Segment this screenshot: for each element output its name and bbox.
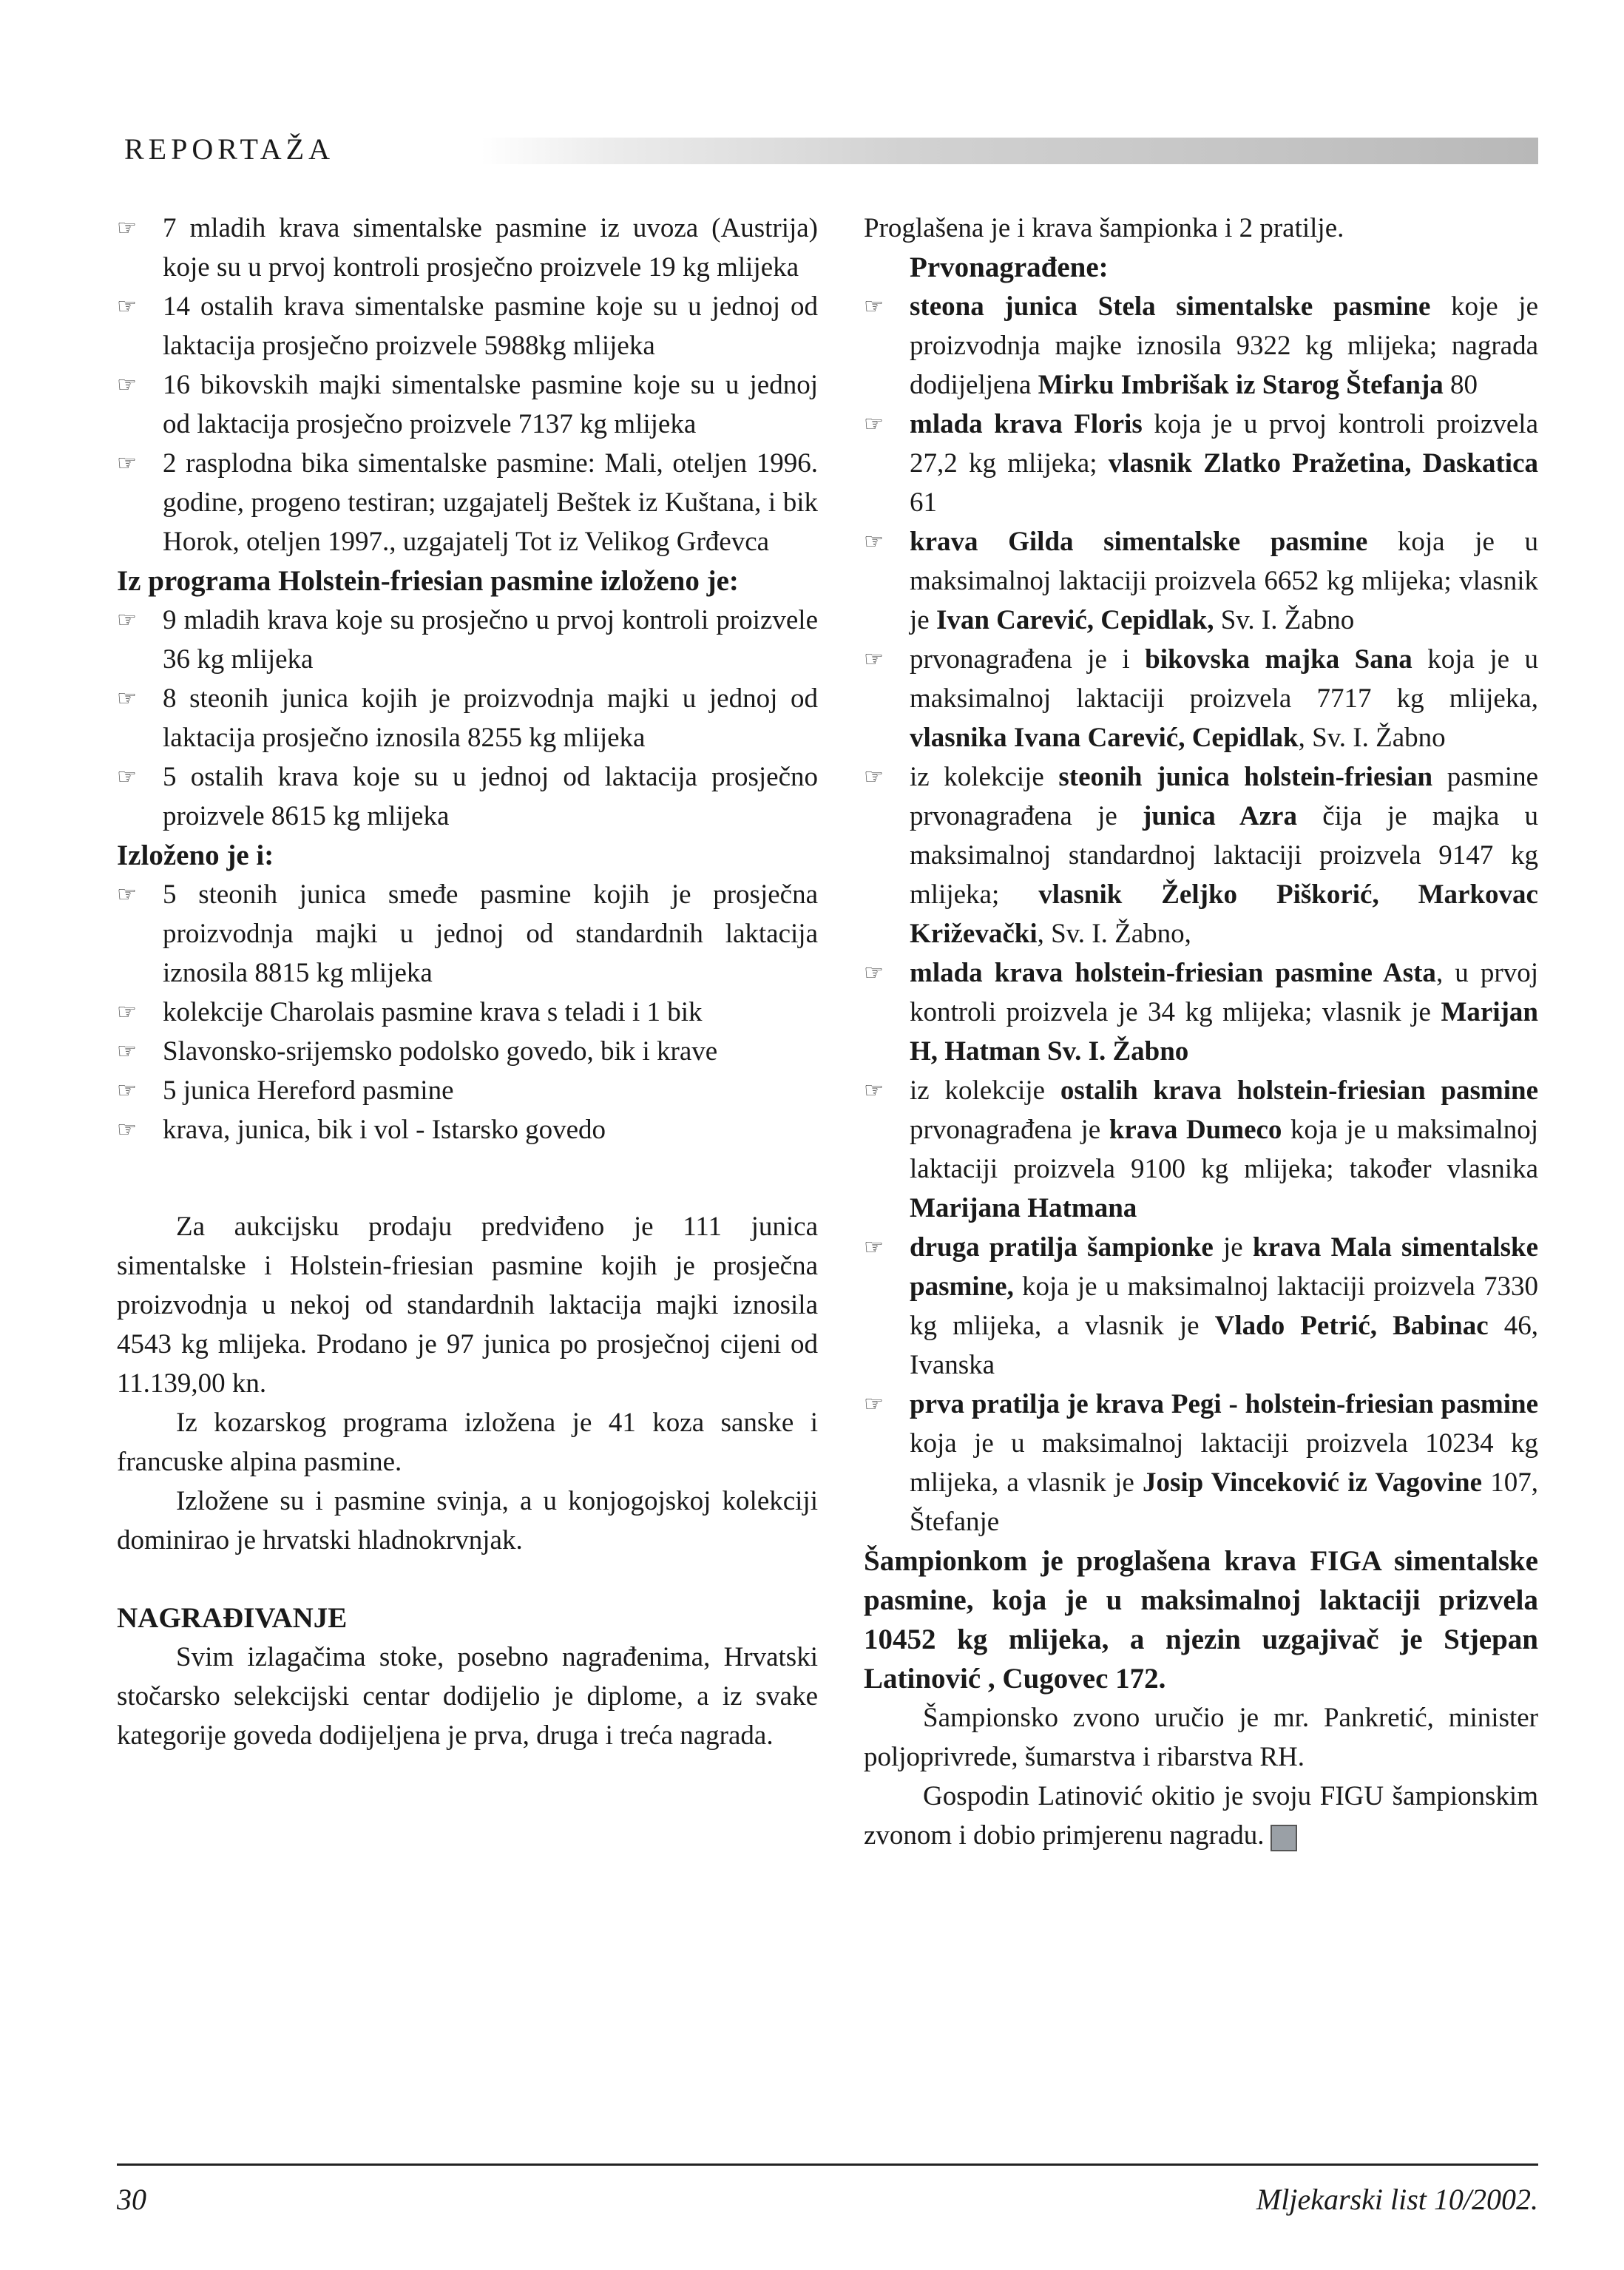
paragraph: Za aukcijsku prodaju predviđeno je 111 junica simentalske i Holstein-friesian pasmine kojih je prosječna proizvodnja u nekoj od standardnih laktacija majki iznosila 4543 kg mlijeka. Prodano je 97 junica po prosječnoj cijeni od 11.139,00 kn. — [117, 1212, 818, 1399]
footer-rule — [117, 2163, 1538, 2166]
list-item: ☞ 5 ostalih krava koje su u jednoj od laktacija prosječno proizvele 8615 kg mlijeka — [117, 757, 818, 836]
list-item: ☞ 2 rasplodna bika simentalske pasmine: Mali, oteljen 1996. godine, progeno testiran; uzgajatelj Beštek iz Kuštana, i bik Horok, oteljen 1997., uzgajatelj Tot iz Velikog Grđevca — [117, 444, 818, 561]
pointing-hand-icon: ☞ — [117, 450, 137, 476]
pointing-hand-icon: ☞ — [864, 1078, 884, 1104]
pointing-hand-icon: ☞ — [864, 411, 884, 437]
award-item: ☞ iz kolekcije ostalih krava holstein-friesian pasmine prvonagrađena je krava Dumeco koja je u maksimalnoj laktaciji proizvela 9100 kg mlijeka; također vlasnika Marijana Hatmana — [864, 1071, 1538, 1228]
paragraph: Iz kozarskog programa izložena je 41 koza sanske i francuske alpina pasmine. — [117, 1408, 818, 1477]
section-heading: Iz programa Holstein-friesian pasmine izloženo je: — [117, 565, 739, 597]
award-item: ☞ krava Gilda simentalske pasmine koja je u maksimalnoj laktaciji proizvela 6652 kg mlijeka; vlasnik je Ivan Carević, Cepidlak, Sv. I. Žabno — [864, 522, 1538, 640]
award-item: ☞ mlada krava Floris koja je u prvoj kontroli proizvela 27,2 kg mlijeka; vlasnik Zlatko Pražetina, Daskatica 61 — [864, 405, 1538, 522]
end-of-article-icon — [1271, 1825, 1297, 1851]
page-number: 30 — [117, 2183, 146, 2216]
section-heading: NAGRAĐIVANJE — [117, 1602, 348, 1634]
paragraph: Gospodin Latinović okitio je svoju FIGU šampionskim zvonom i dobio primjerenu nagradu. — [864, 1781, 1538, 1851]
section-heading: Prvonagrađene: — [910, 251, 1109, 283]
award-item: ☞ steona junica Stela simentalske pasmine koje je proizvodnja majke iznosila 9322 kg mlijeka; nagrada dodijeljena Mirku Imbrišak iz Starog Štefanja 80 — [864, 287, 1538, 405]
pointing-hand-icon: ☞ — [864, 1391, 884, 1417]
award-item: ☞ iz kolekcije steonih junica holstein-friesian pasmine prvonagrađena je junica Azra čija je majka u maksimalnoj standardnoj laktaciji proizvela 9147 kg mlijeka; vlasnik Željko Piškorić, Markovac Križevački, Sv. I. Žabno, — [864, 757, 1538, 953]
section-title: REPORTAŽA — [124, 132, 334, 166]
left-column — [117, 209, 818, 1755]
paragraph: Svim izlagačima stoke, posebno nagrađenima, Hrvatski stočarsko selekcijski centar dodijelio je diplome, a iz svake kategorije goveda dodijeljena je prva, druga i treća nagrada. — [117, 1642, 818, 1751]
header-bar — [481, 138, 1538, 164]
pointing-hand-icon: ☞ — [117, 1117, 137, 1143]
pointing-hand-icon: ☞ — [117, 764, 137, 790]
list-item: ☞ kolekcije Charolais pasmine krava s teladi i 1 bik — [117, 993, 818, 1032]
list-item: ☞ 16 bikovskih majki simentalske pasmine koje su u jednoj od laktacija prosječno proizvele 7137 kg mlijeka — [117, 365, 818, 444]
pointing-hand-icon: ☞ — [864, 764, 884, 790]
pointing-hand-icon: ☞ — [864, 529, 884, 555]
pointing-hand-icon: ☞ — [864, 960, 884, 986]
pointing-hand-icon: ☞ — [864, 1234, 884, 1260]
pointing-hand-icon: ☞ — [117, 686, 137, 712]
award-item: ☞ mlada krava holstein-friesian pasmine Asta, u prvoj kontroli proizvela je 34 kg mlijeka; vlasnik je Marijan H, Hatman Sv. I. Žabno — [864, 953, 1538, 1071]
list-item: ☞ 9 mladih krava koje su prosječno u prvoj kontroli proizvele 36 kg mlijeka — [117, 601, 818, 679]
paragraph: Izložene su i pasmine svinja, a u konjogojskoj kolekciji dominirao je hrvatski hladnokrvnjak. — [117, 1486, 818, 1555]
award-item: ☞ druga pratilja šampionke je krava Mala simentalske pasmine, koja je u maksimalnoj laktaciji proizvela 7330 kg mlijeka, a vlasnik je Vlado Petrić, Babinac 46, Ivanska — [864, 1228, 1538, 1385]
intro-line: Proglašena je i krava šampionka i 2 pratilje. — [864, 213, 1344, 243]
list-item: ☞ 8 steonih junica kojih je proizvodnja majki u jednoj od laktacija prosječno iznosila 8255 kg mlijeka — [117, 679, 818, 757]
pointing-hand-icon: ☞ — [117, 999, 137, 1025]
list-item: ☞ 14 ostalih krava simentalske pasmine koje su u jednoj od laktacija prosječno proizvele 5988kg mlijeka — [117, 287, 818, 365]
pointing-hand-icon: ☞ — [117, 882, 137, 908]
pointing-hand-icon: ☞ — [117, 1038, 137, 1064]
pointing-hand-icon: ☞ — [864, 294, 884, 320]
pointing-hand-icon: ☞ — [117, 1078, 137, 1104]
pointing-hand-icon: ☞ — [117, 372, 137, 398]
pointing-hand-icon: ☞ — [864, 646, 884, 672]
list-item: ☞ 5 junica Hereford pasmine — [117, 1071, 818, 1110]
list-item: ☞ 7 mladih krava simentalske pasmine iz uvoza (Austrija) koje su u prvoj kontroli prosječno proizvele 19 kg mlijeka — [117, 209, 818, 287]
section-heading: Izloženo je i: — [117, 840, 274, 871]
pointing-hand-icon: ☞ — [117, 215, 137, 241]
pointing-hand-icon: ☞ — [117, 607, 137, 633]
pointing-hand-icon: ☞ — [117, 294, 137, 320]
award-item: ☞ prva pratilja je krava Pegi - holstein-friesian pasmine koja je u maksimalnoj laktaciji proizvela 10234 kg mlijeka, a vlasnik je Josip Vinceković iz Vagovine 107, Štefanje — [864, 1385, 1538, 1541]
champion-statement: Šampionkom je proglašena krava FIGA simentalske pasmine, koja je u maksimalnoj laktaciji prizvela 10452 kg mlijeka, a njezin uzgajivač je Stjepan Latinović , Cugovec 172. — [864, 1545, 1538, 1695]
list-item: ☞ 5 steonih junica smeđe pasmine kojih je prosječna proizvodnja majki u jednoj od standardnih laktacija iznosila 8815 kg mlijeka — [117, 875, 818, 993]
paragraph: Šampionsko zvono uručio je mr. Pankretić, minister poljoprivrede, šumarstva i ribarstva RH. — [864, 1703, 1538, 1772]
right-column — [864, 209, 1538, 1855]
list-item: ☞ Slavonsko-srijemsko podolsko govedo, bik i krave — [117, 1032, 818, 1071]
award-item: ☞ prvonagrađena je i bikovska majka Sana koja je u maksimalnoj laktaciji proizvela 7717 kg mlijeka, vlasnika Ivana Carević, Cepidlak, Sv. I. Žabno — [864, 640, 1538, 757]
list-item: ☞ krava, junica, bik i vol - Istarsko govedo — [117, 1110, 818, 1149]
journal-name: Mljekarski list 10/2002. — [1256, 2183, 1538, 2216]
